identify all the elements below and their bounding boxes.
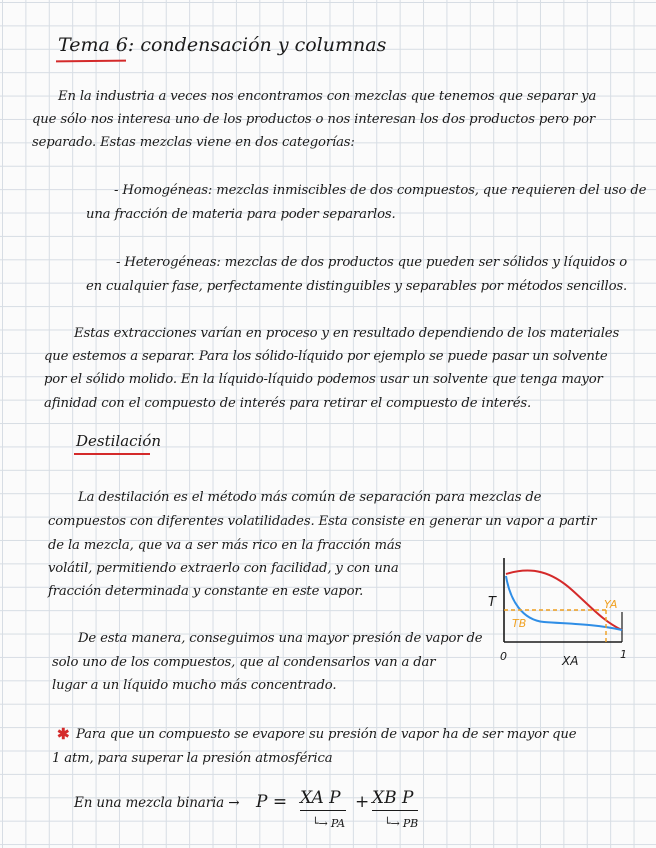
asterisk-icon: ✱ (57, 725, 70, 743)
formula-term2: XB P (372, 788, 414, 808)
section-title-destilacion: Destilación (76, 432, 162, 450)
extracciones-line-3: por el sólido molido. En la líquido-líquido podemos usar un solvente que tenga mayor (44, 372, 603, 387)
nota-line-2: 1 atm, para superar la presión atmosférica (52, 751, 333, 766)
x-axis-label: XA (562, 654, 579, 668)
homogeneas-line-2: una fracción de materia para poder separarlos. (86, 207, 396, 222)
intro-line-3: separado. Estas mezclas viene en dos categorías: (32, 135, 355, 150)
x-start-label: 0 (500, 650, 507, 663)
subtitle-underline (74, 453, 150, 455)
formula-term2-underline (372, 810, 418, 811)
ya-label: YA (604, 598, 618, 611)
extracciones-line-2: que estemos a separar. Para los sólido-líquido por ejemplo se puede pasar un solvente (44, 349, 608, 364)
formula-term1-underline (300, 810, 346, 811)
tb-label: TB (512, 617, 527, 630)
page-title: Tema 6: condensación y columnas (58, 34, 387, 56)
nota-line-1: Para que un compuesto se evapore su presión de vapor ha de ser mayor que (76, 727, 577, 742)
formula-term1: XA P (300, 788, 341, 808)
y-axis-label: T (488, 595, 496, 610)
t-x-diagram (482, 552, 642, 670)
formula-term2-sub: └→ PB (384, 817, 419, 830)
formula-plus: + (355, 792, 370, 812)
destilacion-line-5: fracción determinada y constante en este vapor. (48, 584, 364, 599)
formula-term1-sub: └→ PA (312, 817, 345, 830)
homogeneas-line-1: - Homogéneas: mezclas inmiscibles de dos compuestos, que requieren del uso de (114, 183, 647, 198)
title-underline (56, 60, 126, 63)
destilacion-line-3: de la mezcla, que va a ser más rico en la fracción más (48, 538, 402, 553)
presion-line-3: lugar a un líquido mucho más concentrado. (52, 678, 337, 693)
destilacion-line-1: La destilación es el método más común de separación para mezclas de (78, 490, 542, 505)
heterogeneas-line-1: - Heterogéneas: mezclas de dos productos que pueden ser sólidos y líquidos o (116, 255, 628, 270)
x-end-label: 1 (620, 648, 627, 661)
extracciones-line-4: afinidad con el compuesto de interés para retirar el compuesto de interés. (44, 396, 532, 411)
intro-line-1: En la industria a veces nos encontramos con mezclas que tenemos que separar ya (58, 89, 597, 104)
destilacion-line-4: volátil, permitiendo extraerlo con facilidad, y con una (48, 561, 399, 576)
formula-lhs: P = (256, 792, 288, 812)
destilacion-line-2: compuestos con diferentes volatilidades. Esta consiste en generar un vapor a partir (48, 514, 597, 529)
presion-line-2: solo uno de los compuestos, que al condensarlos van a dar (52, 655, 436, 670)
formula-lead: En una mezcla binaria → (74, 795, 240, 811)
heterogeneas-line-2: en cualquier fase, perfectamente distinguibles y separables por métodos sencillos. (86, 279, 628, 294)
intro-line-2: que sólo nos interesa uno de los productos o nos interesan los dos productos pero por (32, 112, 596, 127)
presion-line-1: De esta manera, conseguimos una mayor presión de vapor de (78, 631, 483, 646)
extracciones-line-1: Estas extracciones varían en proceso y en resultado dependiendo de los materiales (74, 326, 620, 341)
